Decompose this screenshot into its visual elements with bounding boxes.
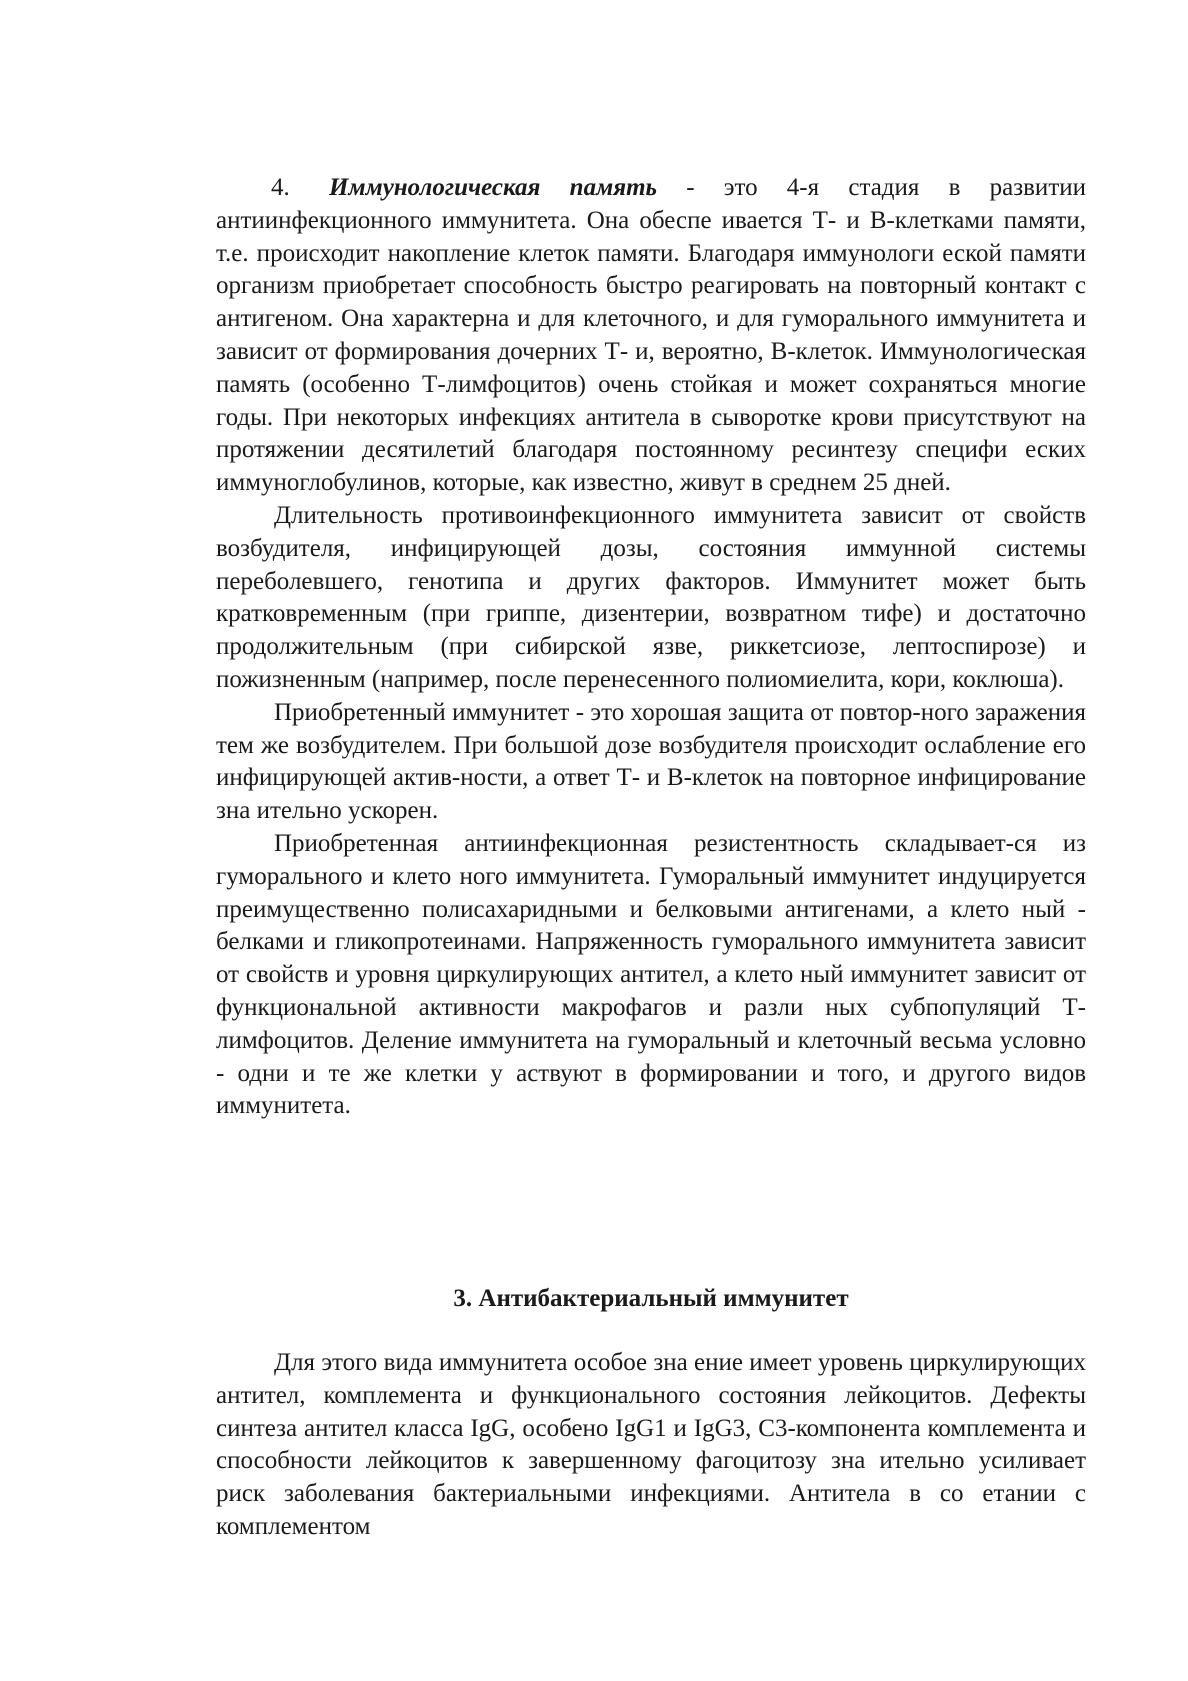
paragraph-duration: Длительность противоинфекционного иммунитета зависит от свойств возбудителя, инфицирующей дозы, состояния иммунной системы переболевшего, генотипа и других факторов. Иммунитет может быть кратковременным (при гриппе, дизентерии, возвратном тифе) и достаточно продолжительным (при сибирской язве, риккетсиозе, лептоспирозе) и пожизненным (например, после перенесенного полиомиелита, кори, коклюша). bbox=[216, 501, 1086, 693]
section-text-block bbox=[216, 1347, 1086, 1544]
paragraph-antibacterial: Для этого вида иммунитета особое зна ение имеет уровень циркулирующих антител, комплемента и функционального состояния лейкоцитов. Дефекты синтеза антител класса IgG, особено IgG1 и IgG3, С3-компонента комплемента и способности лейкоцитов к завершенному фагоцитозу зна ительно усиливает риск заболевания бактериальными инфекциями. Антитела в со етании с комплементом bbox=[216, 1349, 1086, 1540]
paragraph-resistance: Приобретенная антиинфекционная резистентность складывает-ся из гуморального и клето ного иммунитета. Гуморальный иммунитет индуцируется преимущественно полисахаридными и белковыми антигенами, а клето ный - белками и гликопротеинами. Напряженность гуморального иммунитета зависит от свойств и уровня циркулирующих антител, а клето ный иммунитет зависит от функциональной активности макрофагов и разли ных субпопуляций Т-лимфоцитов. Деление иммунитета на гуморальный и клеточный весьма условно - одни и те же клетки у аствуют в формировании и того, и другого видов иммунитета. bbox=[216, 829, 1086, 1120]
body-text-block bbox=[216, 172, 1086, 1123]
numbered-paragraph bbox=[216, 172, 1086, 500]
item-number: 4. bbox=[271, 174, 290, 201]
item-term: Иммунологическая память bbox=[329, 174, 657, 201]
section-heading: 3. Антибактериальный иммунитет bbox=[453, 1285, 849, 1312]
item-text: - это 4-я стадия в развитии антиинфекционного иммунитета. Она обеспе ивается Т- и В-клетками памяти, т.е. происходит накопление клеток памяти. Благодаря иммунологи еской памяти организм приобретает способность быстро реагировать на повторный контакт с антигеном. Она характерна и для клеточного, и для гуморального иммунитета и зависит от формирования дочерних Т- и, вероятно, В-клеток. Иммунологическая память (особенно Т-лимфоцитов) очень стойкая и может сохраняться многие годы. При некоторых инфекциях антитела в сыворотке крови присутствуют на протяжении десятилетий благодаря постоянному ресинтезу специфи еских иммуноглобулинов, которые, как известно, живут в среднем 25 дней. bbox=[216, 174, 1086, 497]
paragraph-acquired-immunity: Приобретенный иммунитет - это хорошая защита от повтор-ного заражения тем же возбудителем. При большой дозе возбудителя происходит ослабление его инфицирующей актив-ности, а ответ Т- и В-клеток на повторное инфицирование зна ительно ускорен. bbox=[216, 698, 1086, 825]
